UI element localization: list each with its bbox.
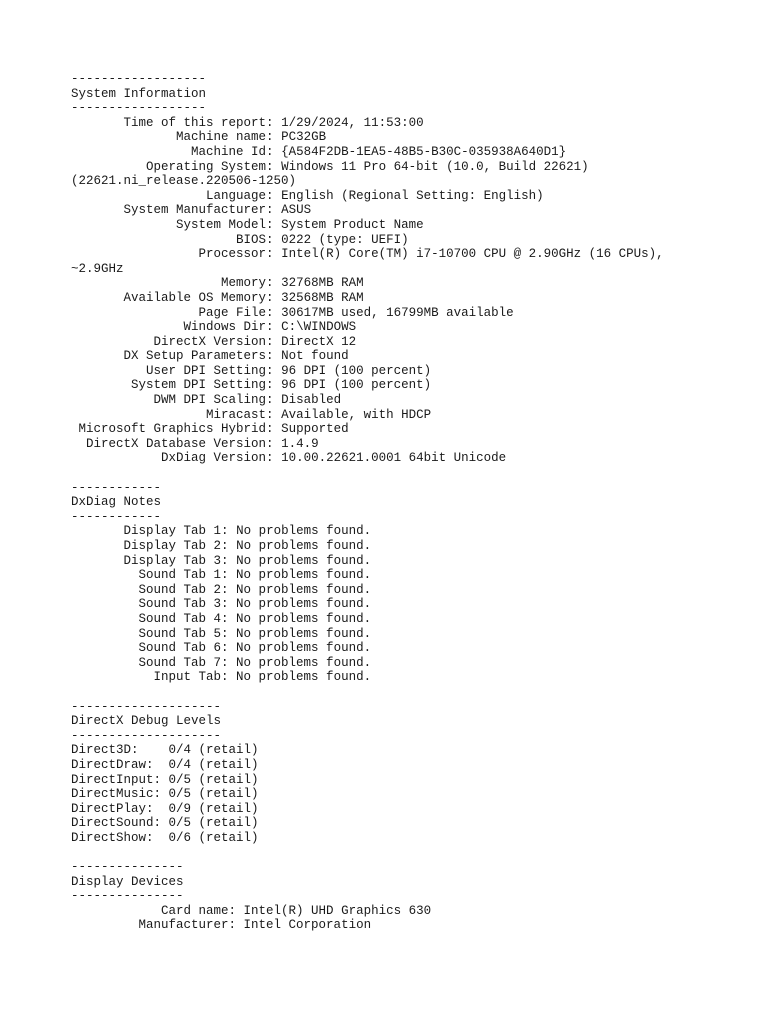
field-label: Language: [206, 188, 267, 203]
report-row: Manufacturer: Intel Corporation: [138, 918, 372, 933]
section-title: DxDiag Notes: [71, 495, 162, 510]
field-label: Card name: [161, 903, 229, 918]
section-system-information: [71, 72, 664, 466]
report-row: DirectInput: 0/5 (retail): [71, 772, 259, 787]
section-display-devices: [71, 845, 664, 933]
report-row: Windows Dir: C:\WINDOWS: [183, 320, 357, 335]
field-value: PC32GB: [281, 130, 327, 145]
field-label: Machine name: [176, 130, 267, 145]
field-value: No problems found.: [236, 539, 372, 553]
field-value: No problems found.: [236, 670, 372, 685]
field-label: System DPI Setting: [131, 378, 267, 393]
field-value: Windows 11 Pro 64-bit (10.0, Build 22621): [281, 159, 589, 174]
report-row: Display Tab 3: No problems found.: [123, 553, 372, 568]
field-label: Page File: [198, 305, 267, 320]
field-label: Manufacturer: [138, 918, 229, 933]
field-label: Microsoft Graphics Hybrid: [78, 422, 267, 437]
field-label: User DPI Setting: [146, 363, 267, 378]
field-value: System Product Name: [281, 217, 424, 232]
field-value: Supported: [281, 422, 349, 437]
field-label: Sound Tab 5: [138, 626, 222, 641]
field-label: DirectX Database Version: [86, 436, 267, 451]
field-value: No problems found.: [236, 568, 372, 583]
field-value: Intel(R) Core(TM) i7-10700 CPU @ 2.90GHz (16 CPUs),: [281, 247, 664, 262]
field-label: Sound Tab 4: [138, 611, 222, 626]
report-row: DirectPlay: 0/9 (retail): [71, 801, 259, 816]
field-label: Machine Id: [191, 144, 267, 159]
section-rule: ------------------: [71, 72, 207, 86]
report-row: Miracast: Available, with HDCP: [206, 407, 432, 422]
field-value: No problems found.: [236, 626, 372, 641]
report-row: DX Setup Parameters: Not found: [123, 349, 349, 364]
report-row: Direct3D: 0/4 (retail): [71, 743, 259, 758]
field-value: Available, with HDCP: [281, 407, 432, 422]
report-row: Processor: Intel(R) Core(TM) i7-10700 CPU @ 2.90GHz (16 CPUs),: [198, 247, 664, 262]
report-row: System Model: System Product Name: [176, 217, 424, 232]
report-row: DWM DPI Scaling: Disabled: [153, 393, 342, 408]
field-label: Sound Tab 6: [138, 641, 222, 656]
report-row: User DPI Setting: 96 DPI (100 percent): [146, 363, 432, 378]
field-label: DxDiag Version: [161, 451, 267, 466]
field-value: Intel Corporation: [243, 918, 372, 933]
field-value: Disabled: [281, 393, 342, 408]
field-label: Display Tab 3: [123, 553, 222, 568]
field-value: No problems found.: [236, 597, 372, 612]
section-directx-debug-levels: [71, 685, 664, 846]
field-value: 0222 (type: UEFI): [281, 232, 409, 247]
field-value: ASUS: [281, 203, 312, 218]
report-row: System Manufacturer: ASUS: [123, 203, 312, 218]
field-value: 10.00.22621.0001 64bit Unicode: [281, 451, 507, 466]
field-label: Miracast: [206, 407, 267, 422]
field-label: Sound Tab 7: [138, 655, 222, 670]
field-label: Available OS Memory: [123, 290, 267, 305]
section-rule: ------------: [71, 480, 162, 495]
field-label: Memory: [221, 276, 267, 291]
field-label: DWM DPI Scaling: [153, 393, 267, 408]
blank-line: [71, 466, 664, 481]
report-row: Sound Tab 5: No problems found.: [138, 626, 372, 641]
report-row: Operating System: Windows 11 Pro 64-bit (10.0, Build 22621): [146, 159, 589, 174]
blank-line: [71, 845, 664, 860]
section-rule: ------------------: [71, 101, 207, 116]
field-value: No problems found.: [236, 553, 372, 568]
report-row: Display Tab 2: No problems found.: [123, 539, 372, 553]
field-value: No problems found.: [236, 655, 372, 670]
report-row: Microsoft Graphics Hybrid: Supported: [78, 422, 349, 437]
field-value: {A584F2DB-1EA5-48B5-B30C-035938A640D1}: [281, 144, 567, 159]
section-title: Display Devices: [71, 874, 184, 889]
field-value: 30617MB used, 16799MB available: [281, 305, 514, 320]
field-value: No problems found.: [236, 641, 372, 656]
report-row: Sound Tab 1: No problems found.: [138, 568, 372, 583]
field-value: 96 DPI (100 percent): [281, 378, 432, 393]
field-value: DirectX 12: [281, 334, 357, 349]
field-value: No problems found.: [236, 524, 372, 539]
field-label: DirectX Version: [153, 334, 267, 349]
report-row: DxDiag Version: 10.00.22621.0001 64bit Unicode: [161, 451, 507, 466]
report-row: Card name: Intel(R) UHD Graphics 630: [161, 903, 432, 918]
field-label: Time of this report: [123, 115, 267, 130]
section-rule: --------------------: [71, 699, 222, 714]
field-value: 96 DPI (100 percent): [281, 363, 432, 378]
report-row: Available OS Memory: 32568MB RAM: [123, 290, 364, 305]
row-continuation: (22621.ni_release.220506-1250): [71, 174, 297, 189]
field-label: Input Tab: [153, 670, 222, 685]
report-row: Input Tab: No problems found.: [153, 670, 372, 685]
report-row: Machine name: PC32GB: [176, 130, 327, 145]
report-row: Display Tab 1: No problems found.: [123, 524, 372, 539]
field-value: No problems found.: [236, 611, 372, 626]
field-label: System Manufacturer: [123, 203, 267, 218]
report-row: DirectShow: 0/6 (retail): [71, 830, 259, 845]
report-row: System DPI Setting: 96 DPI (100 percent): [131, 378, 432, 393]
field-label: Display Tab 1: [123, 524, 222, 539]
report-row: Machine Id: {A584F2DB-1EA5-48B5-B30C-035938A640D1}: [191, 144, 567, 159]
section-rule: ---------------: [71, 860, 184, 875]
field-value: C:\WINDOWS: [281, 320, 357, 335]
field-label: Sound Tab 3: [138, 597, 222, 612]
report-row: DirectX Version: DirectX 12: [153, 334, 357, 349]
report-row: DirectSound: 0/5 (retail): [71, 816, 259, 831]
report-row: Page File: 30617MB used, 16799MB available: [198, 305, 514, 320]
field-value: 32568MB RAM: [281, 290, 364, 305]
report-row: Language: English (Regional Setting: English): [206, 188, 544, 203]
dxdiag-report: [71, 72, 664, 933]
report-row: Memory: 32768MB RAM: [221, 276, 364, 291]
section-title: System Information: [71, 86, 207, 101]
report-row: Sound Tab 6: No problems found.: [138, 641, 372, 656]
field-label: DX Setup Parameters: [123, 349, 267, 364]
field-value: Not found: [281, 349, 349, 364]
field-label: BIOS: [236, 232, 267, 247]
report-row: Sound Tab 7: No problems found.: [138, 655, 372, 670]
report-row: DirectMusic: 0/5 (retail): [71, 787, 259, 802]
field-label: Windows Dir: [183, 320, 267, 335]
report-row: Sound Tab 4: No problems found.: [138, 611, 372, 626]
field-value: Intel(R) UHD Graphics 630: [243, 903, 432, 918]
report-row: DirectDraw: 0/4 (retail): [71, 757, 259, 772]
field-value: No problems found.: [236, 582, 372, 597]
section-rule: --------------------: [71, 728, 222, 743]
section-dxdiag-notes: [71, 466, 664, 685]
field-label: System Model: [176, 217, 267, 232]
report-row: DirectX Database Version: 1.4.9: [86, 436, 319, 451]
section-rule: ------------: [71, 509, 162, 524]
section-rule: ---------------: [71, 889, 184, 904]
report-row: BIOS: 0222 (type: UEFI): [236, 232, 409, 247]
field-label: Processor: [198, 247, 267, 262]
field-value: 1.4.9: [281, 436, 319, 451]
section-title: DirectX Debug Levels: [71, 714, 222, 729]
report-row: Sound Tab 2: No problems found.: [138, 582, 372, 597]
field-label: Sound Tab 1: [138, 568, 222, 583]
blank-line: [71, 685, 664, 700]
report-row: Time of this report: 1/29/2024, 11:53:00: [123, 115, 424, 130]
field-label: Operating System: [146, 159, 267, 174]
field-value: English (Regional Setting: English): [281, 188, 544, 203]
field-label: Sound Tab 2: [138, 582, 222, 597]
field-value: 1/29/2024, 11:53:00: [281, 115, 424, 130]
report-row: Sound Tab 3: No problems found.: [138, 597, 372, 612]
field-label: Display Tab 2: [123, 539, 222, 553]
row-continuation: ~2.9GHz: [71, 261, 124, 276]
field-value: 32768MB RAM: [281, 276, 364, 291]
